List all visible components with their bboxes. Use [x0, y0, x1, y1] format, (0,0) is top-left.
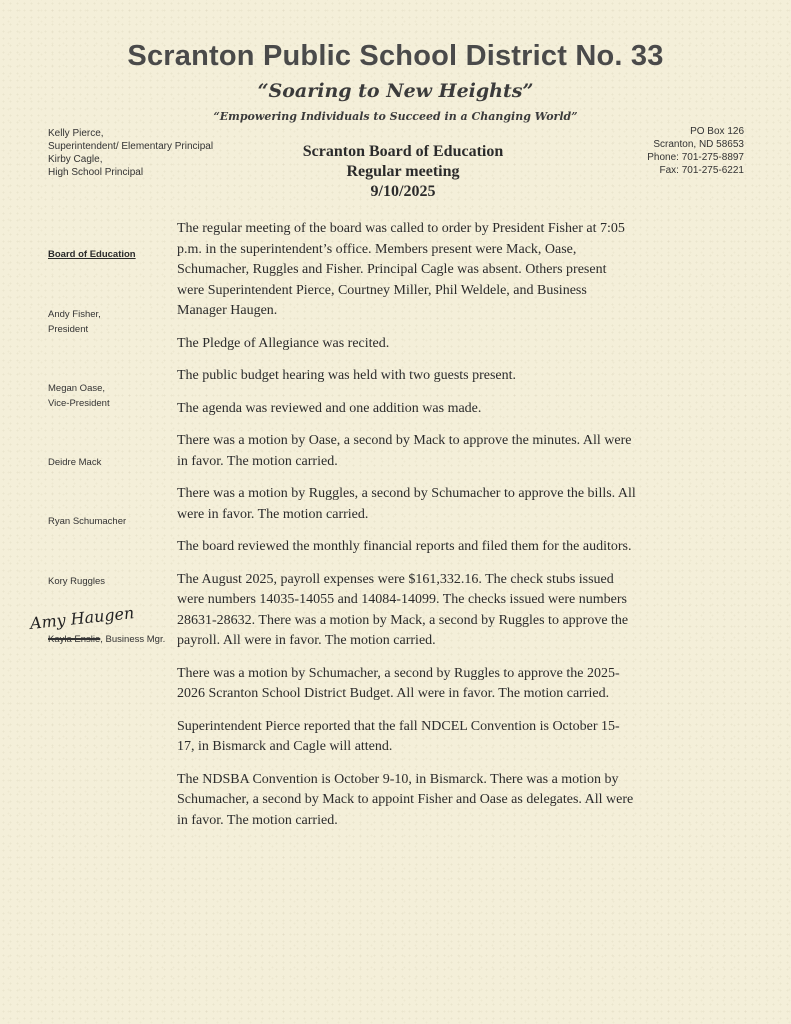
- staff-contact-line: Kirby Cagle,: [48, 154, 103, 165]
- district-name: Scranton Public School District No. 33: [127, 40, 664, 72]
- board-member: [48, 381, 110, 411]
- member-role: Vice-President: [48, 398, 110, 409]
- member-role: President: [48, 324, 89, 335]
- office-contact-line: Scranton, ND 58653: [653, 139, 744, 150]
- office-contact-line: PO Box 126: [690, 126, 744, 137]
- meeting-title-block: [268, 142, 538, 202]
- minutes-paragraph: Superintendent Pierce reported that the fall NDCEL Convention is October 15-17, in Bismarck and Cagle will attend.: [177, 718, 620, 754]
- minutes-paragraph: There was a motion by Schumacher, a second by Ruggles to approve the 2025-2026 Scranton School District Budget. All were in favor. The motion carried.: [177, 665, 620, 701]
- minutes-paragraph: There was a motion by Ruggles, a second by Schumacher to approve the bills. All were in favor. The motion carried.: [177, 486, 636, 522]
- member-name: Andy Fisher,: [48, 309, 101, 320]
- district-motto: “Soaring to New Heights”: [257, 80, 534, 102]
- board-member: [48, 455, 101, 470]
- business-manager-signature: Amy Haugen: [29, 603, 136, 633]
- member-name: Kory Ruggles: [48, 576, 106, 587]
- business-manager-role: , Business Mgr.: [100, 634, 166, 645]
- board-heading: Board of Education: [48, 249, 136, 260]
- staff-contact-line: High School Principal: [48, 167, 144, 178]
- member-name: Deidre Mack: [48, 457, 102, 468]
- meeting-date: 9/10/2025: [370, 183, 436, 200]
- meeting-minutes: [177, 219, 637, 843]
- staff-contact-line: Superintendent/ Elementary Principal: [48, 141, 214, 152]
- meeting-body: Scranton Board of Education: [302, 143, 504, 160]
- office-contact-line: Fax: 701-275-6221: [659, 165, 744, 176]
- district-tagline: “Empowering Individuals to Succeed in a Changing World”: [213, 110, 578, 123]
- board-member: [48, 574, 105, 589]
- member-name: Megan Oase,: [48, 383, 106, 394]
- minutes-paragraph: The Pledge of Allegiance was recited.: [177, 335, 390, 351]
- minutes-paragraph: There was a motion by Oase, a second by Mack to approve the minutes. All were in favor. The motion carried.: [177, 433, 632, 469]
- board-member: [48, 307, 101, 337]
- business-manager: [48, 632, 165, 647]
- staff-contact-line: Kelly Pierce,: [48, 128, 104, 139]
- struck-name: Kayla Enslie: [48, 634, 101, 645]
- office-contact-line: Phone: 701-275-8897: [647, 152, 744, 163]
- meeting-type: Regular meeting: [346, 163, 460, 180]
- board-member: [48, 514, 126, 529]
- office-contacts: [647, 125, 744, 177]
- minutes-paragraph: The agenda was reviewed and one addition was made.: [177, 400, 482, 416]
- minutes-paragraph: The public budget hearing was held with two guests present.: [177, 368, 517, 383]
- minutes-paragraph: The August 2025, payroll expenses were $161,332.16. The check stubs issued were numbers 14035-14055 and 14084-14099. The checks issued were numbers 28631-28632. There was a motion by Mack, a second by Ruggles to approve the payroll. All were in favor. The motion carried.: [177, 571, 629, 648]
- member-name: Ryan Schumacher: [48, 516, 127, 527]
- minutes-paragraph: The NDSBA Convention is October 9-10, in Bismarck. There was a motion by Schumacher, a second by Mack to appoint Fisher and Oase as delegates. All were in favor. The motion carried.: [177, 771, 634, 828]
- staff-contacts: [48, 127, 213, 179]
- minutes-paragraph: The board reviewed the monthly financial reports and filed them for the auditors.: [177, 539, 632, 554]
- minutes-paragraph: The regular meeting of the board was called to order by President Fisher at 7:05 p.m. in the superintendent’s office. Members present were Mack, Oase, Schumacher, Ruggles and Fisher. Principal Cagle was absent. Others present were Superintendent Pierce, Courtney Miller, Phil Weldele, and Business Manager Haugen.: [177, 221, 625, 318]
